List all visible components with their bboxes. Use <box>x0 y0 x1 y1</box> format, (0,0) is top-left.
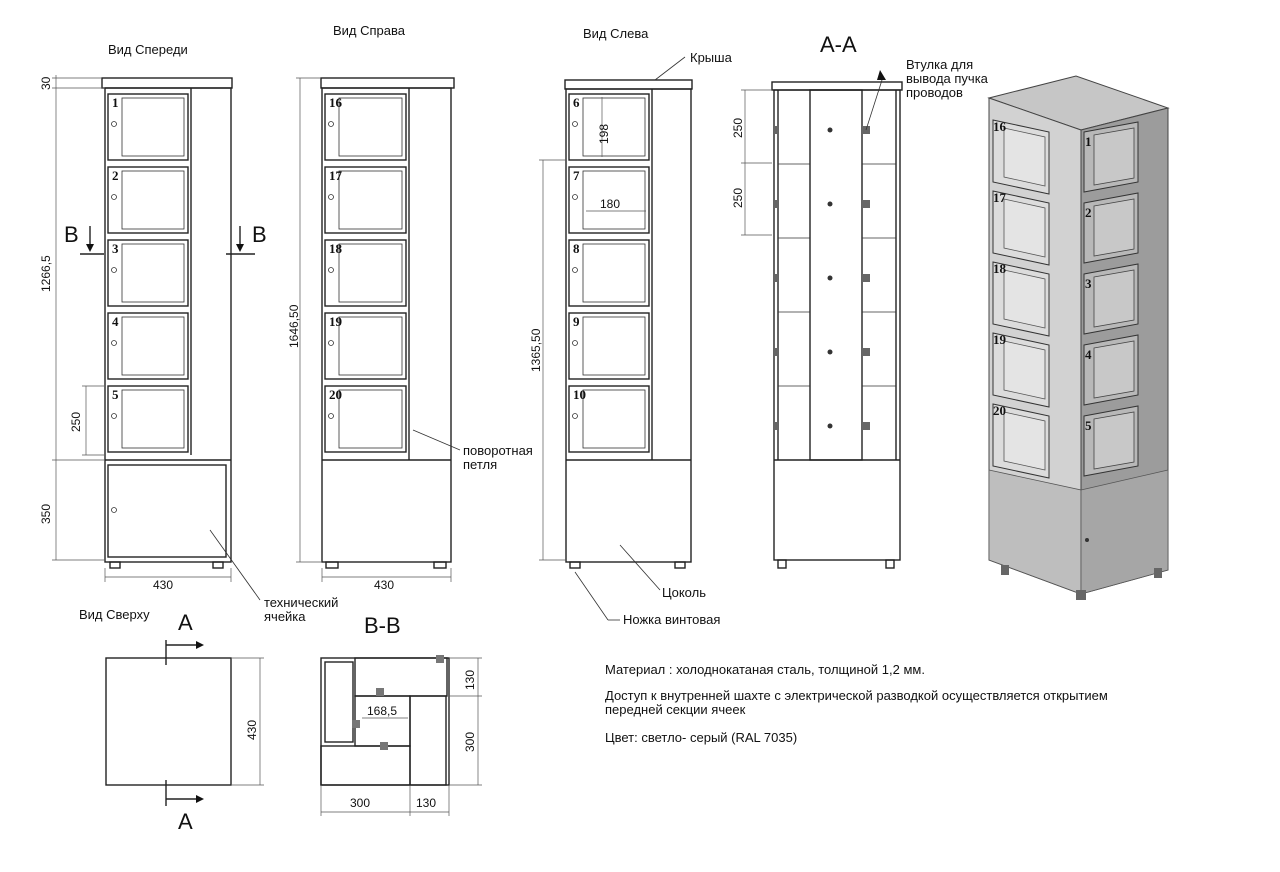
iso-window <box>1004 128 1045 186</box>
cell-window <box>339 98 402 156</box>
callout-roof: Крыша <box>690 50 732 65</box>
cell-number: 7 <box>573 168 580 183</box>
left-view-title: Вид Слева <box>583 26 649 41</box>
dim-left-h: 1365,50 <box>529 328 543 372</box>
lock-icon <box>573 341 578 346</box>
iso-cell-number: 17 <box>993 190 1006 205</box>
iso-cell-number: 2 <box>1085 205 1092 220</box>
hinge-icon <box>774 274 779 282</box>
iso-cell-number: 20 <box>993 403 1006 418</box>
isometric-view <box>989 76 1168 600</box>
cell-number: 8 <box>573 241 580 256</box>
lock-icon <box>573 122 578 127</box>
iso-cell-number: 3 <box>1085 276 1092 291</box>
locker-cell <box>108 167 188 233</box>
dim-right-h: 1646,50 <box>287 304 301 348</box>
iso-window <box>1094 270 1134 327</box>
right-view <box>287 78 533 592</box>
cell-number: 20 <box>329 387 342 402</box>
bolt-icon <box>828 276 833 281</box>
lock-icon <box>112 268 117 273</box>
callout-hinge-1: поворотная <box>463 443 533 458</box>
iso-window <box>1004 341 1045 399</box>
lock-icon <box>573 268 578 273</box>
dim-bb-r1: 130 <box>463 669 477 690</box>
lock-icon <box>329 195 334 200</box>
lock-icon <box>329 341 334 346</box>
locker-cell <box>108 94 188 160</box>
cell-number: 9 <box>573 314 580 329</box>
cell-number: 6 <box>573 95 580 110</box>
dim-aa-h2: 250 <box>731 187 745 208</box>
iso-cell-number: 16 <box>993 119 1006 134</box>
dim-tech-h: 350 <box>39 503 53 524</box>
bolt-icon <box>828 350 833 355</box>
lock-icon <box>329 122 334 127</box>
front-view <box>39 75 338 624</box>
cell-window <box>122 98 184 156</box>
locker-cell <box>108 240 188 306</box>
cell-number: 18 <box>329 241 342 256</box>
section-aa-view <box>731 57 989 568</box>
section-aa-title: А-А <box>820 32 857 57</box>
cell-window <box>339 171 402 229</box>
iso-window <box>1004 270 1045 328</box>
bolt-icon <box>828 128 833 133</box>
dim-front-width: 430 <box>153 578 174 592</box>
section-a-marker-top: А <box>178 610 193 635</box>
dim-bb-b1: 300 <box>350 796 371 810</box>
cell-number: 4 <box>112 314 119 329</box>
locker-cell <box>108 386 188 452</box>
dim-front-h: 1266,5 <box>39 255 53 292</box>
cell-window <box>122 171 184 229</box>
locker-cell <box>569 313 649 379</box>
dim-right-width: 430 <box>374 578 395 592</box>
bolt-icon <box>828 202 833 207</box>
dim-aa-h1: 250 <box>731 117 745 138</box>
iso-cell-number: 4 <box>1085 347 1092 362</box>
dim-top-view-depth: 430 <box>245 719 259 740</box>
bushing-icon <box>862 200 870 208</box>
dim-cell-h: 250 <box>69 411 83 432</box>
callout-bushing-3: проводов <box>906 85 963 100</box>
cell-number: 10 <box>573 387 586 402</box>
iso-window <box>1094 128 1134 185</box>
lock-icon <box>112 414 117 419</box>
section-bb-title: В-В <box>364 613 401 638</box>
bushing-icon <box>862 348 870 356</box>
hinge-icon <box>774 126 779 134</box>
locker-cell <box>108 313 188 379</box>
cell-window <box>122 244 184 302</box>
cell-number: 17 <box>329 168 342 183</box>
section-b-marker-left: В <box>64 222 79 247</box>
dim-door-w: 180 <box>600 197 621 211</box>
note-access-1: Доступ к внутренней шахте с электрической разводкой осуществляется открытием <box>605 688 1108 703</box>
dim-top-h: 30 <box>39 76 53 90</box>
top-view <box>106 610 264 834</box>
cell-number: 19 <box>329 314 342 329</box>
cell-window <box>339 390 402 448</box>
cell-number: 2 <box>112 168 119 183</box>
lock-icon <box>329 268 334 273</box>
callout-plinth: Цоколь <box>662 585 706 600</box>
left-view <box>529 50 733 627</box>
iso-cell-number: 19 <box>993 332 1006 347</box>
cell-window <box>122 317 184 375</box>
dim-bb-inner: 168,5 <box>367 704 398 718</box>
note-color: Цвет: светло- серый (RAL 7035) <box>605 730 798 745</box>
right-view-title: Вид Справа <box>333 23 406 38</box>
note-material: Материал : холоднокатаная сталь, толщиной 1,2 мм. <box>605 662 925 677</box>
cell-number: 3 <box>112 241 119 256</box>
hinge-icon <box>774 348 779 356</box>
front-view-title: Вид Спереди <box>108 42 188 57</box>
lock-icon <box>573 195 578 200</box>
callout-bushing-2: вывода пучка <box>906 71 988 86</box>
callout-hinge-2: петля <box>463 457 498 472</box>
cell-number: 5 <box>112 387 119 402</box>
dim-door-h: 198 <box>597 123 611 144</box>
iso-cell-number: 18 <box>993 261 1006 276</box>
cell-number: 16 <box>329 95 342 110</box>
hinge-icon <box>774 422 779 430</box>
iso-cell-number: 5 <box>1085 418 1092 433</box>
section-a-marker-bottom: А <box>178 809 193 834</box>
cell-window <box>583 98 645 156</box>
cell-window <box>122 390 184 448</box>
iso-window <box>1004 412 1045 470</box>
hinge-icon <box>774 200 779 208</box>
iso-window <box>1094 199 1134 256</box>
callout-bushing-1: Втулка для <box>906 57 974 72</box>
cell-window <box>583 244 645 302</box>
note-access-2: передней секции ячеек <box>605 702 746 717</box>
bushing-icon <box>862 422 870 430</box>
dim-bb-b2: 130 <box>416 796 437 810</box>
iso-window <box>1094 341 1134 398</box>
callout-foot: Ножка винтовая <box>623 612 721 627</box>
callout-tech-2: ячейка <box>264 609 306 624</box>
cell-window <box>583 317 645 375</box>
locker-cell <box>569 240 649 306</box>
bushing-icon <box>862 274 870 282</box>
section-b-marker-right: В <box>252 222 267 247</box>
iso-window <box>1094 412 1134 469</box>
cell-number: 1 <box>112 95 119 110</box>
cell-window <box>339 317 402 375</box>
lock-icon <box>112 195 117 200</box>
lock-icon <box>112 341 117 346</box>
lock-icon <box>329 414 334 419</box>
iso-window <box>1004 199 1045 257</box>
top-view-title: Вид Сверху <box>79 607 150 622</box>
lock-icon <box>112 122 117 127</box>
bolt-icon <box>828 424 833 429</box>
cell-window <box>339 244 402 302</box>
callout-tech-1: технический <box>264 595 339 610</box>
dim-bb-r2: 300 <box>463 731 477 752</box>
lock-icon <box>573 414 578 419</box>
iso-cell-number: 1 <box>1085 134 1092 149</box>
cell-window <box>583 390 645 448</box>
section-bb-view <box>321 655 482 816</box>
